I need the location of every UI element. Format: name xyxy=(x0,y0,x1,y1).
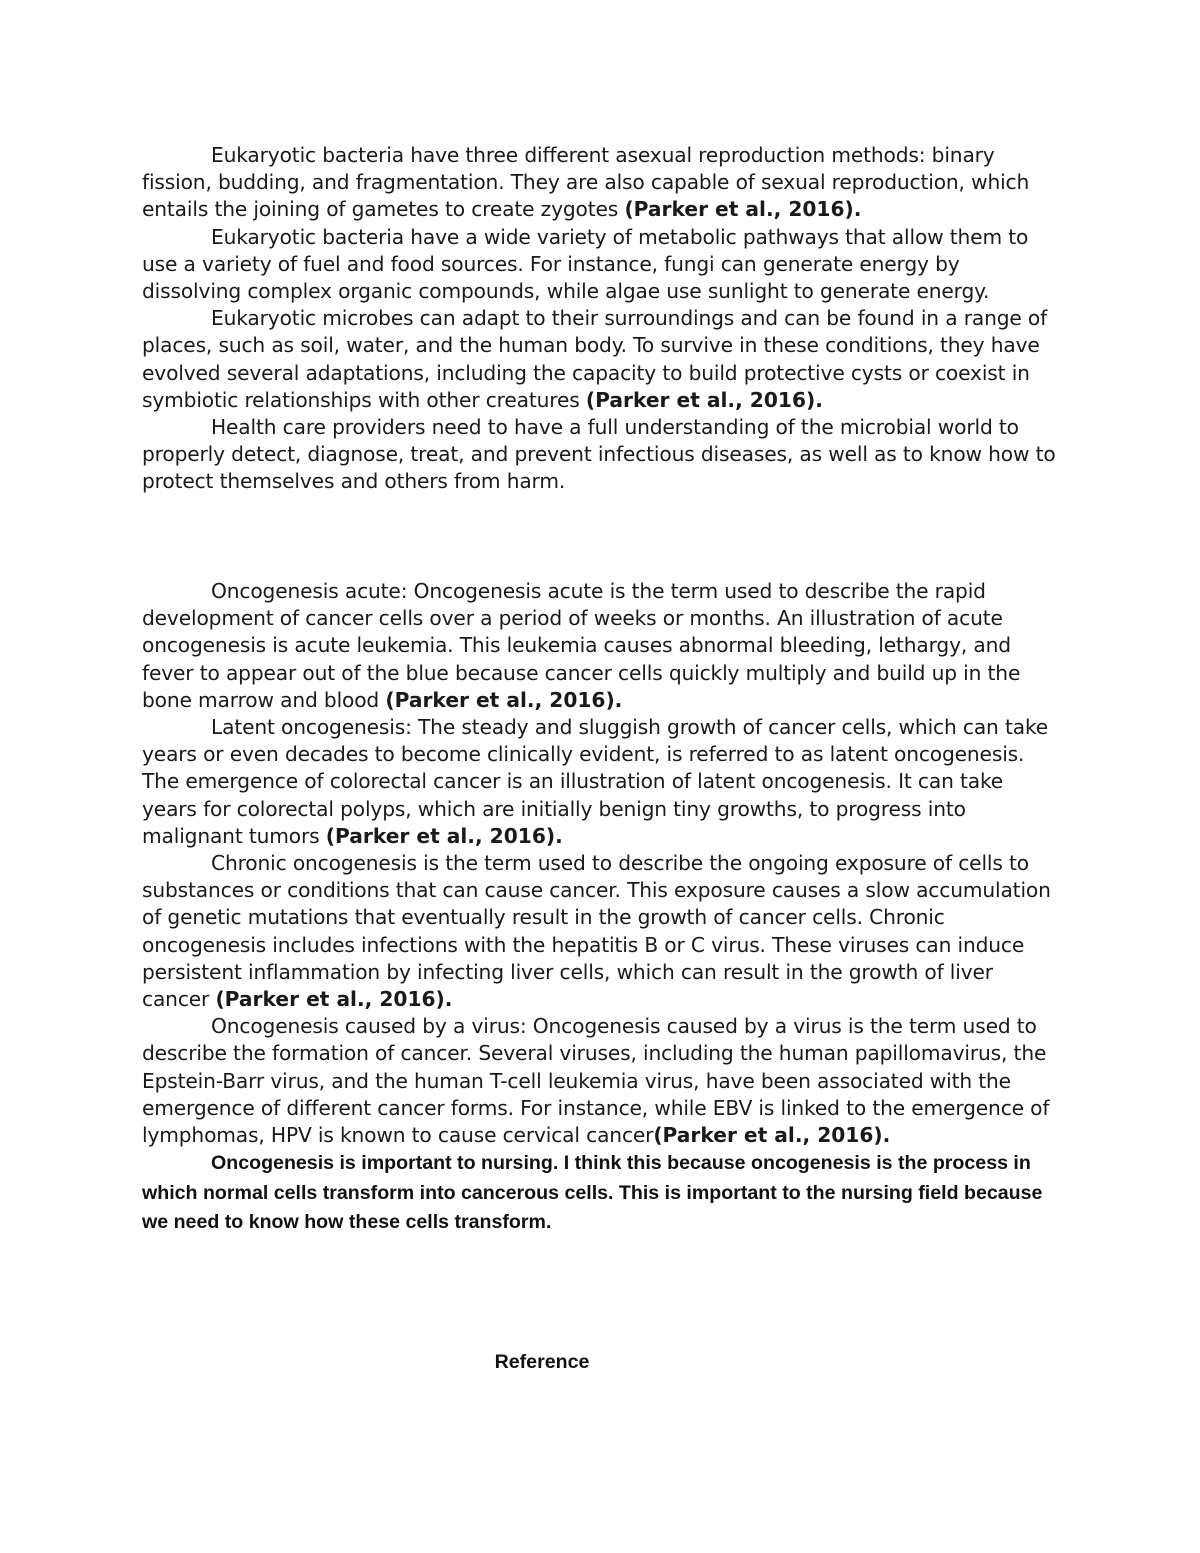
section-microbes xyxy=(142,142,1058,496)
paragraph-metabolism xyxy=(142,224,1058,306)
paragraph-chronic-oncogenesis xyxy=(142,850,1058,1013)
paragraph-reproduction xyxy=(142,142,1058,224)
citation: (Parker et al., 2016). xyxy=(215,987,453,1012)
paragraph-text: Oncogenesis acute: Oncogenesis acute is the term used to describe the rapid development of cancer cells over a period of weeks or months. An illustration of acute oncogenesis is acute leukemia. This leukemia causes abnormal bleeding, lethargy, and fever to appear out of the blue because cancer cells quickly multiply and build up in the bone marrow and blood xyxy=(142,579,1021,712)
paragraph-text: Eukaryotic microbes can adapt to their surroundings and can be found in a range of places, such as soil, water, and the human body. To survive in these conditions, they have evolved several adaptations, including the capacity to build protective cysts or coexist in symbiotic relationships with other creatures xyxy=(142,306,1048,412)
paragraph-text: Chronic oncogenesis is the term used to describe the ongoing exposure of cells to substances or conditions that can cause cancer. This exposure causes a slow accumulation of genetic mutations that eventually result in the growth of cancer cells. Chronic oncogenesis includes infections with the hepatitis B or C virus. These viruses can induce persistent inflammation by infecting liver cells, which can result in the growth of liver cancer xyxy=(142,851,1051,1012)
citation: (Parker et al., 2016). xyxy=(653,1123,891,1148)
paragraph-nursing-importance: Oncogenesis is important to nursing. I think this because oncogenesis is the process in which normal cells transform into cancerous cells. This is important to the nursing field because we need to know how these cells transform. xyxy=(142,1152,1043,1234)
paragraph-text: Eukaryotic bacteria have three different asexual reproduction methods: binary fission, budding, and fragmentation. They are also capable of sexual reproduction, which entails the joining of gametes to create zygotes xyxy=(142,143,1030,222)
paragraph-adaptation xyxy=(142,305,1058,414)
citation: (Parker et al., 2016). xyxy=(585,387,823,412)
paragraph-latent-oncogenesis xyxy=(142,714,1058,850)
citation: (Parker et al., 2016). xyxy=(624,197,862,222)
paragraph-text: Latent oncogenesis: The steady and sluggish growth of cancer cells, which can take years or even decades to become clinically evident, is referred to as latent oncogenesis. The emergence of colorectal cancer is an illustration of latent oncogenesis. It can take years for colorectal polyps, which are initially benign tiny growths, to progress into malignant tumors xyxy=(142,715,1049,848)
paragraph-text: Health care providers need to have a full understanding of the microbial world to properly detect, diagnose, treat, and prevent infectious diseases, as well as to know how to protect themselves and others from harm. xyxy=(142,415,1056,494)
paragraph-health-care xyxy=(142,414,1058,496)
paragraph-acute-oncogenesis xyxy=(142,578,1058,714)
citation: (Parker et al., 2016). xyxy=(385,687,623,712)
paragraph-viral-oncogenesis xyxy=(142,1013,1058,1149)
paragraph-text: Oncogenesis caused by a virus: Oncogenesis caused by a virus is the term used to describe the formation of cancer. Several viruses, including the human papillomavirus, the Epstein-Barr virus, and the human T-cell leukemia virus, have been associated with the emergence of different cancer forms. For instance, while EBV is linked to the emergence of lymphomas, HPV is known to cause cervical cancer xyxy=(142,1014,1050,1148)
section-oncogenesis xyxy=(142,578,1058,1238)
reference-heading: Reference xyxy=(494,1351,590,1373)
citation: (Parker et al., 2016). xyxy=(325,823,563,848)
paragraph-text: Eukaryotic bacteria have a wide variety of metabolic pathways that allow them to use a variety of fuel and food sources. For instance, fungi can generate energy by dissolving complex organic compounds, while algae use sunlight to generate energy. xyxy=(142,224,1029,304)
